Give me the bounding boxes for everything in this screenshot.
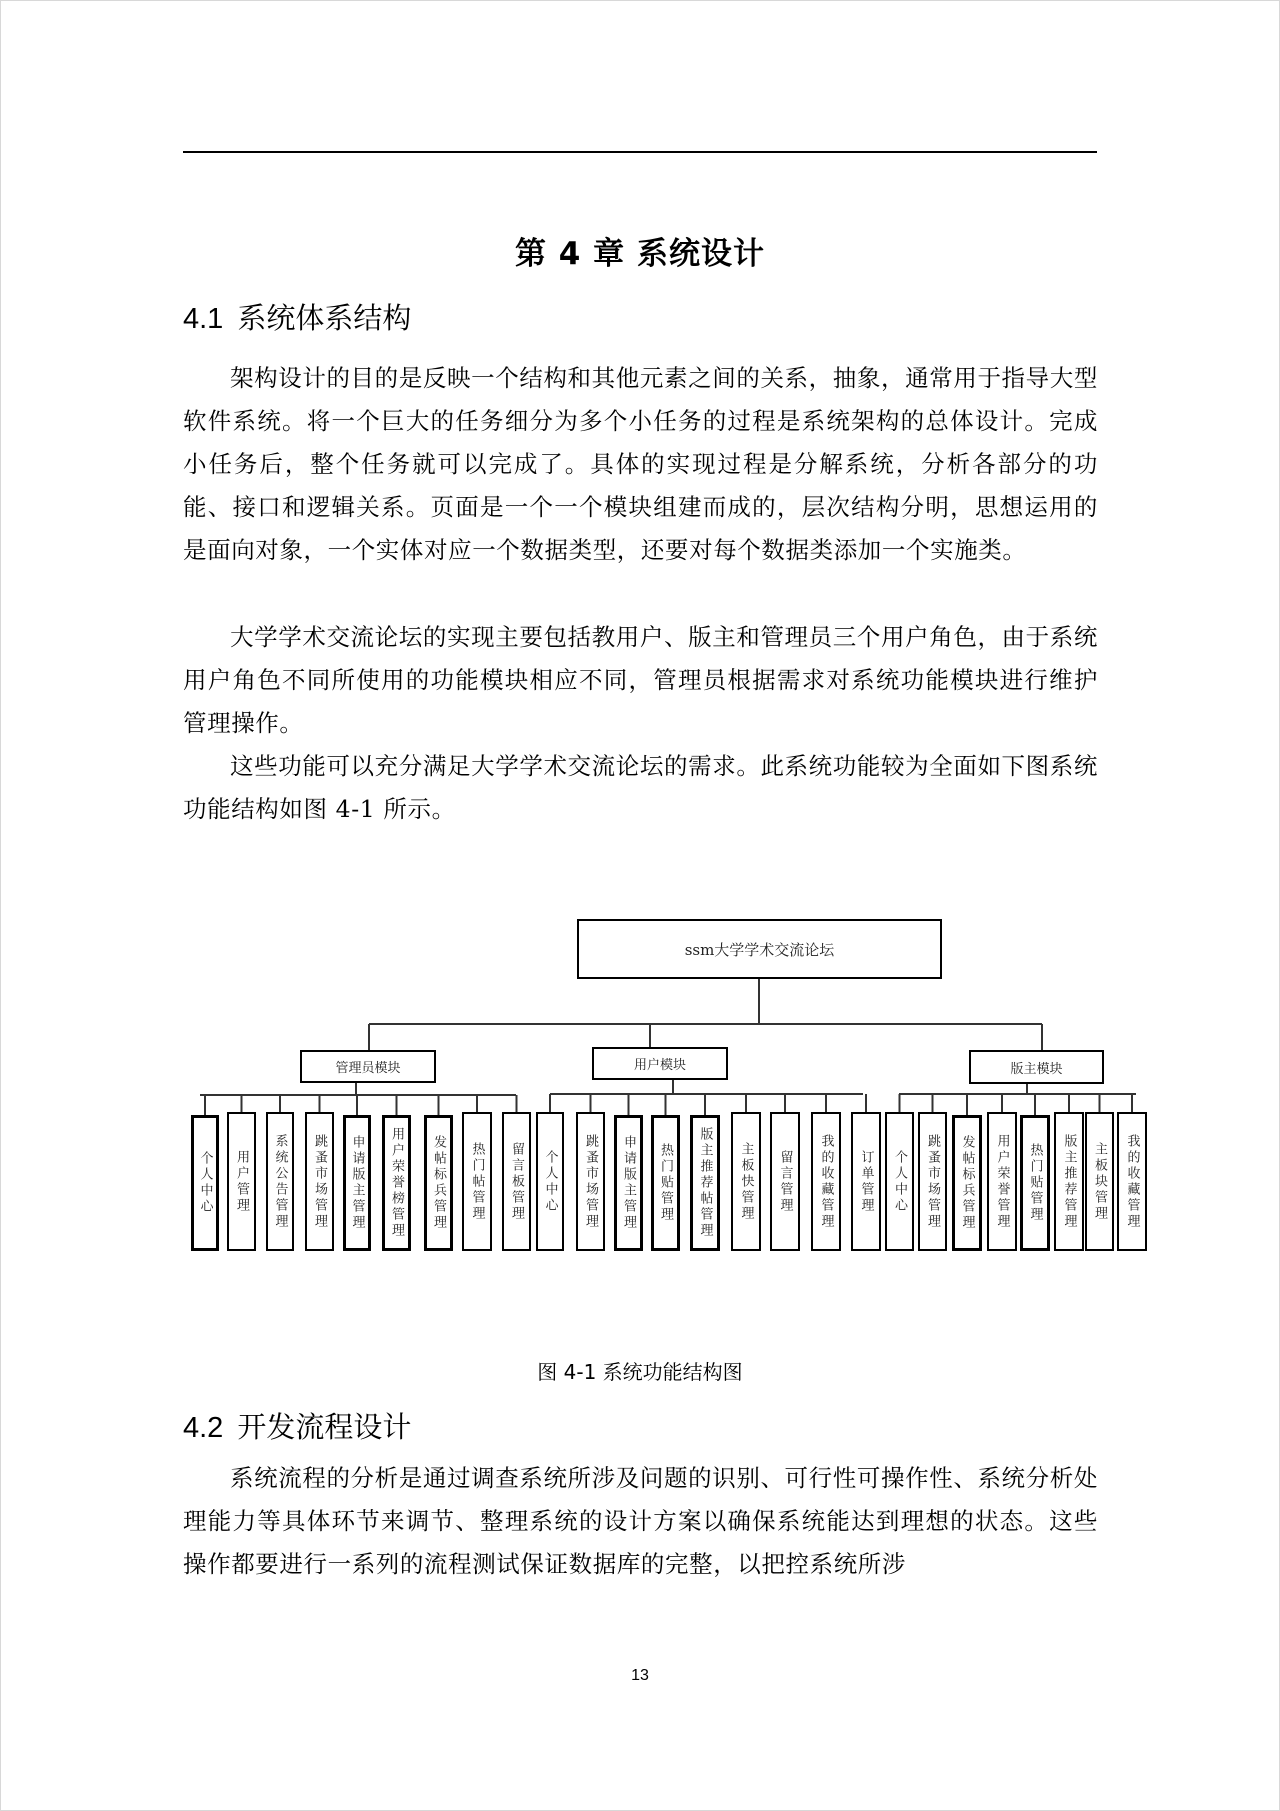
header-rule: [183, 151, 1097, 153]
page-number: 13: [631, 1667, 649, 1684]
leaf-node: 用户荣誉榜管理: [382, 1115, 411, 1251]
leaf-node: 跳蚤市场管理: [305, 1112, 334, 1251]
leaf-node: 留言板管理: [502, 1112, 531, 1251]
section-number: 4.2: [183, 1412, 224, 1444]
leaf-node: 热门帖管理: [462, 1112, 492, 1251]
leaf-node: 发帖标兵管理: [952, 1115, 982, 1251]
leaf-node: 跳蚤市场管理: [576, 1112, 605, 1251]
leaf-node: 用户荣誉管理: [987, 1112, 1017, 1251]
leaf-node: 跳蚤市场管理: [918, 1112, 947, 1251]
paragraph: 系统流程的分析是通过调查系统所涉及问题的识别、可行性可操作性、系统分析处理能力等具体环节来调节、整理系统的设计方案以确保系统能达到理想的状态。这些操作都要进行一系列的流程测试保证数据库的完整，以把控系统所涉: [183, 1464, 1098, 1578]
leaf-node: 主板快管理: [731, 1112, 761, 1251]
leaf-node: 我的收藏管理: [1117, 1112, 1147, 1251]
leaf-node: 发帖标兵管理: [424, 1115, 453, 1251]
section-number: 4.1: [183, 303, 224, 335]
leaf-node: 热门贴管理: [1020, 1115, 1050, 1251]
leaf-node: 个人中心: [536, 1112, 564, 1251]
paragraph: 架构设计的目的是反映一个结构和其他元素之间的关系，抽象，通常用于指导大型软件系统。将一个巨大的任务细分为多个小任务的过程是系统架构的总体设计。完成小任务后，整个任务就可以完成了。具体的实现过程是分解系统，分析各部分的功能、接口和逻辑关系。页面是一个一个模块组建而成的，层次结构分明，思想运用的是面向对象，一个实体对应一个数据类型，还要对每个数据类添加一个实施类。: [183, 364, 1098, 564]
leaf-node: 我的收藏管理: [811, 1112, 841, 1251]
leaf-node: 系统公告管理: [266, 1112, 294, 1251]
section-title: 开发流程设计: [237, 1410, 412, 1444]
paragraph: 这些功能可以充分满足大学学术交流论坛的需求。此系统功能较为全面如下图系统功能结构如图 4-1 所示。: [183, 752, 1098, 823]
leaf-node: 申请版主管理: [343, 1115, 371, 1251]
leaf-node: 版主推荐帖管理: [690, 1115, 720, 1251]
section-heading-4-1: [183, 296, 411, 337]
leaf-node: 个人中心: [191, 1115, 219, 1251]
paragraph: 大学学术交流论坛的实现主要包括教用户、版主和管理员三个用户角色，由于系统用户角色不同所使用的功能模块相应不同，管理员根据需求对系统功能模块进行维护管理操作。: [183, 623, 1098, 737]
leaf-node: 申请版主管理: [614, 1115, 643, 1251]
module-node-user: 用户模块: [592, 1047, 728, 1080]
leaf-node: 个人中心: [885, 1112, 914, 1251]
module-node-moderator: 版主模块: [969, 1050, 1104, 1084]
leaf-node: 主板块管理: [1085, 1112, 1114, 1251]
leaf-node: 订单管理: [851, 1112, 881, 1251]
leaf-node: 版主推荐管理: [1054, 1112, 1084, 1251]
figure-caption: 图 4-1 系统功能结构图: [537, 1360, 743, 1384]
chapter-title: 第 4 章 系统设计: [515, 236, 765, 272]
leaf-node: 留言管理: [770, 1112, 800, 1251]
section-title: 系统体系结构: [237, 301, 412, 335]
section-heading-4-2: [183, 1405, 411, 1446]
leaf-node: 热门贴管理: [651, 1115, 680, 1251]
diagram-root-node: ssm大学学术交流论坛: [577, 919, 942, 979]
leaf-node: 用户管理: [227, 1112, 256, 1251]
module-node-admin: 管理员模块: [300, 1050, 436, 1083]
